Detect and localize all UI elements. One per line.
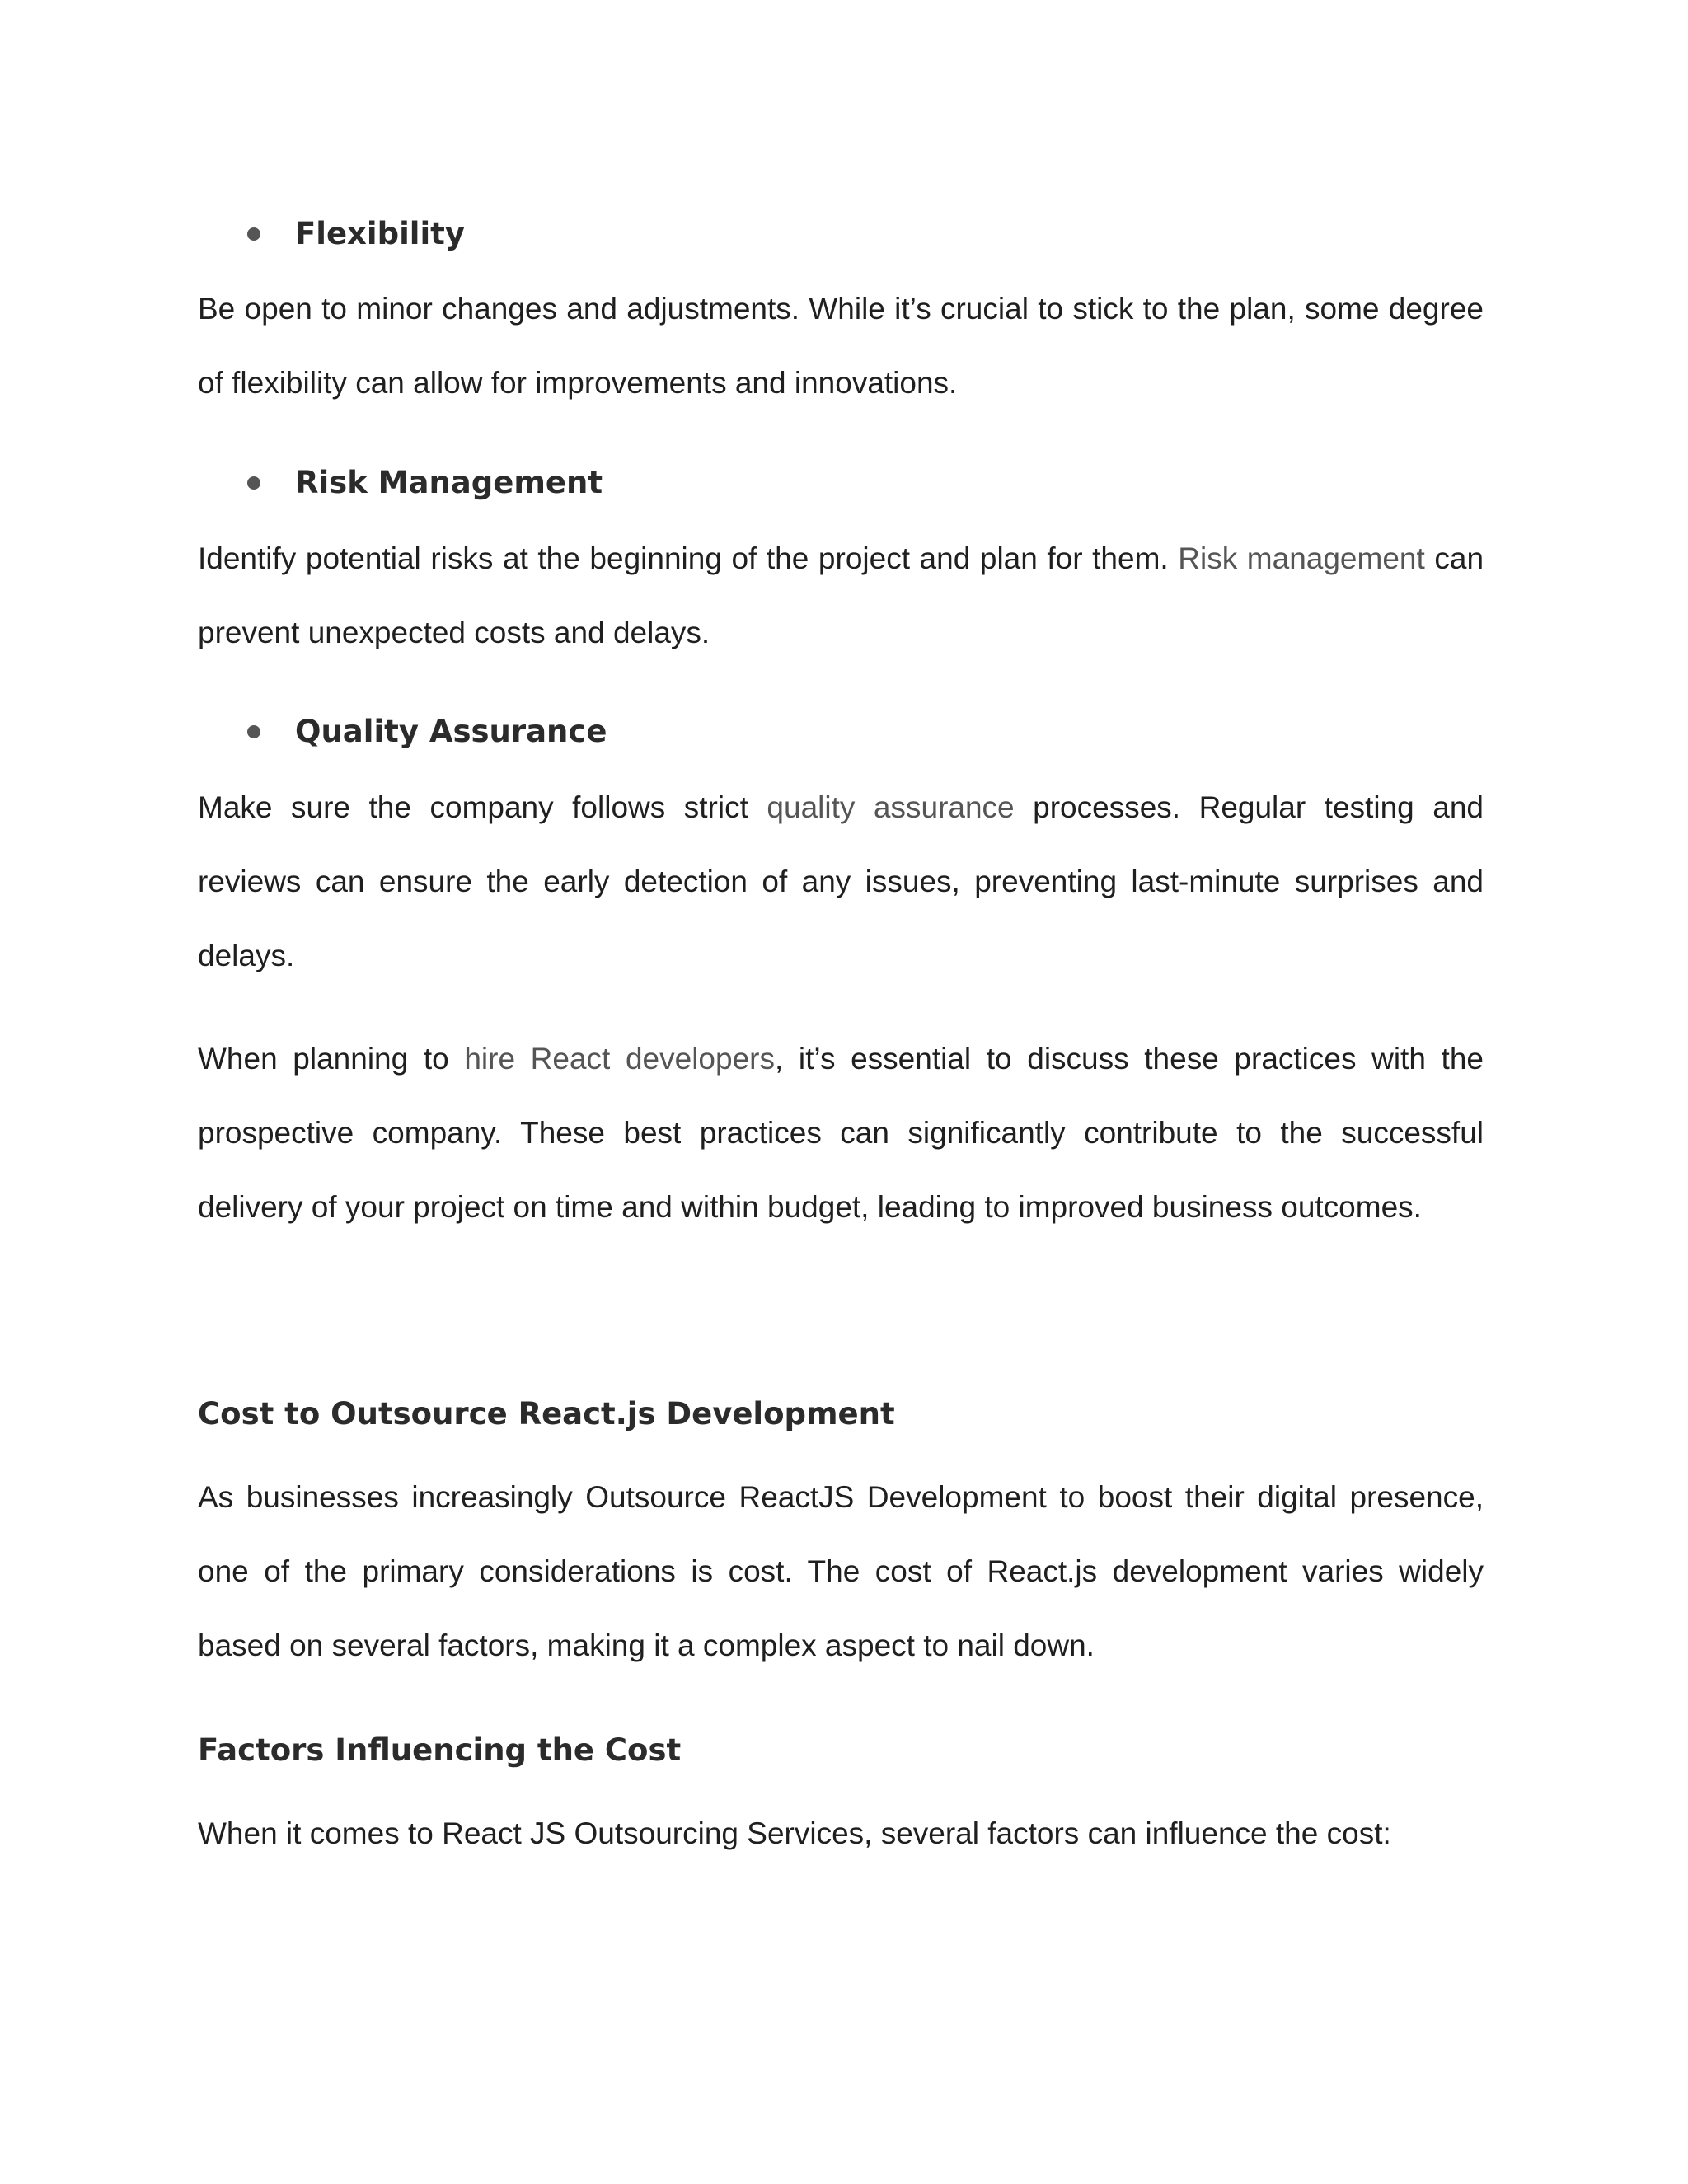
bullet-icon: [247, 476, 260, 490]
paragraph-risk-management: [198, 522, 1484, 670]
paragraph-flexibility: Be open to minor changes and adjustments. While it’s crucial to stick to the plan, some degree of flexibility can allow for improvements and innovations.: [198, 292, 1484, 400]
bullet-icon: [247, 227, 260, 241]
paragraph-closing: [198, 1022, 1484, 1244]
bullet-heading-text: Flexibility: [295, 216, 465, 251]
risk-management-link[interactable]: Risk management: [1178, 541, 1425, 575]
paragraph-cost: As businesses increasingly Outsource ReactJS Development to boost their digital presence, one of the primary considerations is cost. The cost of React.js development varies widely based on several factors, making it a complex aspect to nail down.: [198, 1480, 1484, 1662]
bullet-heading-flexibility: [247, 216, 465, 251]
hire-react-developers-link[interactable]: hire React developers: [464, 1042, 775, 1076]
paragraph-quality-assurance: [198, 771, 1484, 993]
paragraph-text: When planning to: [198, 1042, 465, 1076]
paragraph-factors: When it comes to React JS Outsourcing Services, several factors can influence the cost:: [198, 1816, 1391, 1850]
bullet-heading-risk-management: [247, 465, 603, 500]
paragraph-text: , it’s essential to discuss these practices with the prospective company. These best practices can significantly contribute to the successful delivery of your project on time and within budget, leading to improved business outcomes.: [198, 1042, 1484, 1224]
quality-assurance-link[interactable]: quality assurance: [767, 790, 1015, 824]
section-heading-factors: Factors Influencing the Cost: [198, 1732, 682, 1768]
bullet-icon: [247, 725, 260, 738]
section-heading-cost: Cost to Outsource React.js Development: [198, 1396, 895, 1432]
bullet-heading-quality-assurance: [247, 714, 607, 749]
paragraph-text: Identify potential risks at the beginning of the project and plan for them.: [198, 541, 1179, 575]
paragraph-text: Make sure the company follows strict: [198, 790, 767, 824]
paragraph-text: can prevent unexpected costs and delays.: [198, 541, 1484, 649]
paragraph-text: processes. Regular testing and reviews can ensure the early detection of any issues, preventing last-minute surprises and delays.: [198, 790, 1484, 972]
bullet-heading-text: Quality Assurance: [295, 714, 607, 749]
bullet-heading-text: Risk Management: [295, 465, 603, 500]
